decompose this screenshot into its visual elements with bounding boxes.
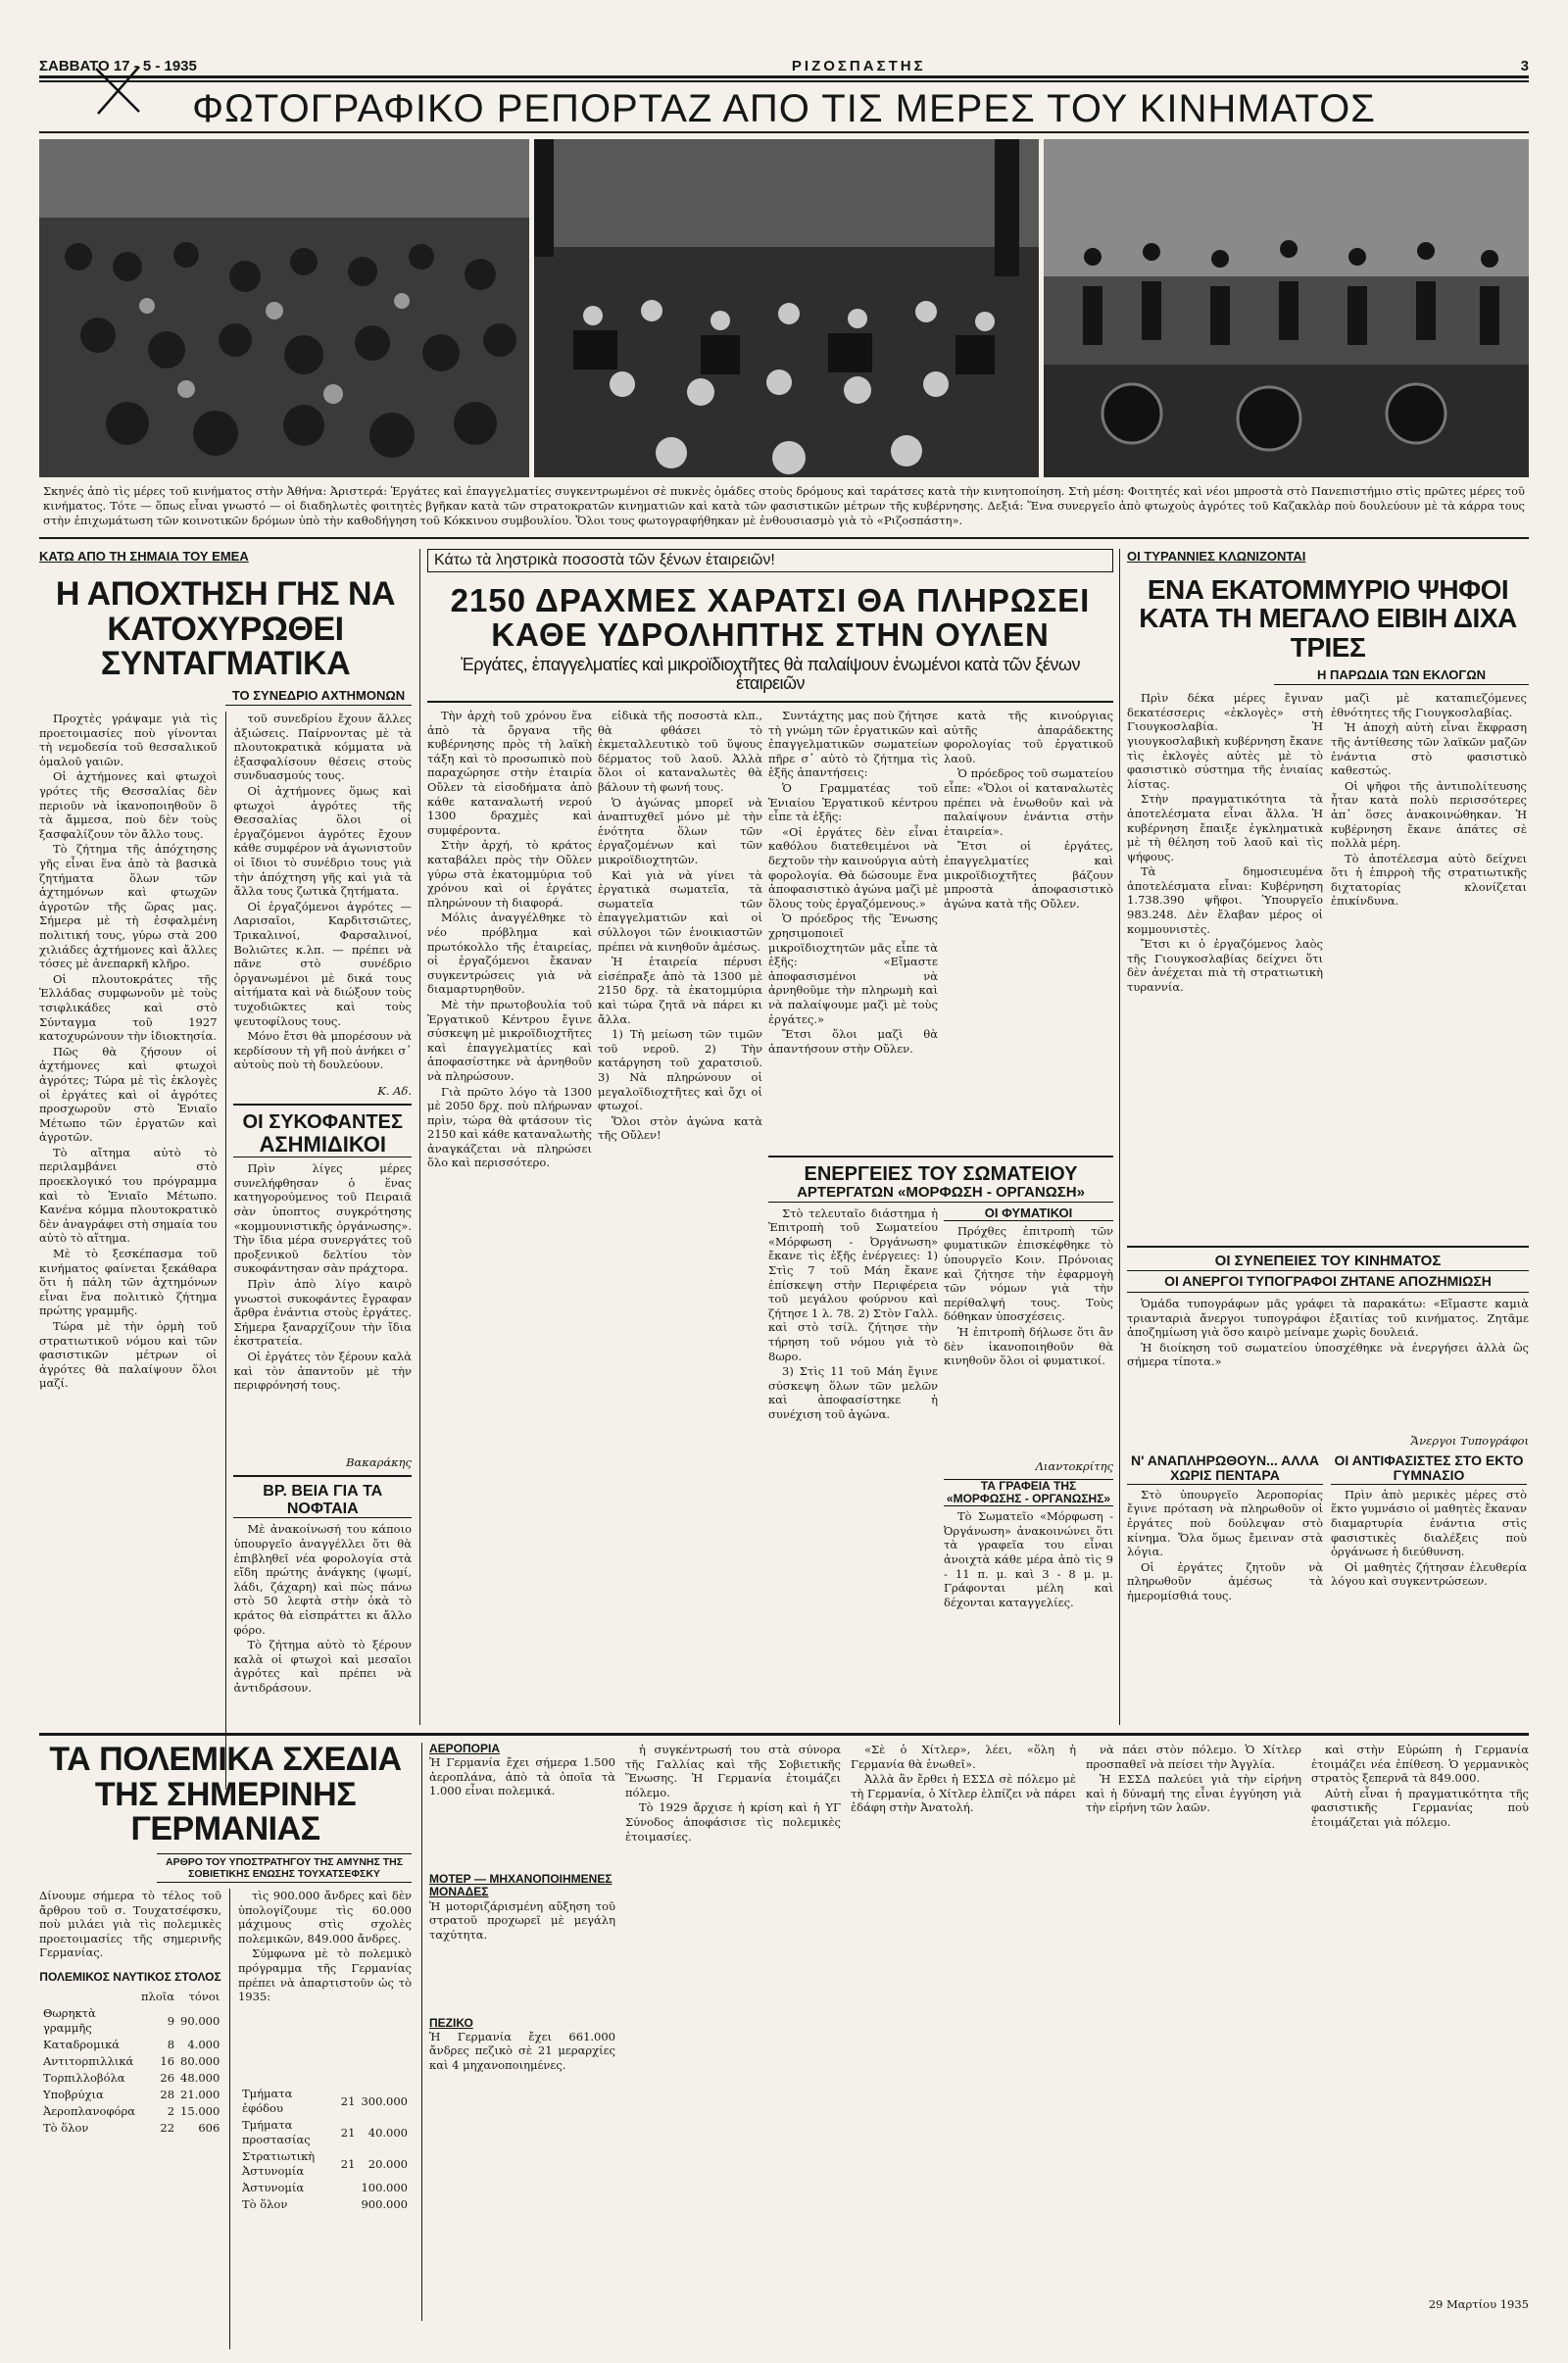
peziko-body: Ἡ Γερμανία ἔχει 661.000 ἄνδρες πεζικὸ σὲ 21 μεραρχίες καὶ 4 μηχανοποιημένες.	[429, 2029, 615, 2072]
center-article-kicker: Κάτω τὰ ληστρικὰ ποσοστὰ τῶν ξένων ἑταιρειῶν!	[427, 549, 1113, 572]
aeroporia-body: Ἡ Γερμανία ἔχει σήμερα 1.500 ἀεροπλάνα, ἀπὸ τὰ ὁποῖα τὰ 1.000 εἶναι πολεμικά.	[429, 1755, 615, 1798]
table-row: Τορπιλλοβόλα 26 48.000	[43, 2071, 220, 2086]
photo-caption: Σκηνές ἀπὸ τὶς μέρες τοῦ κινήματος στὴν Ἀθήνα: Ἀριστερά: Ἐργάτες καὶ ἐπαγγελματίες συγκεντρωμένοι σὲ πυκνὲς ὁμάδες στοὺς δρόμους καὶ ταράτσες κατὰ τὴν κινητοποίηση. Στὴ μέση: Φοιτητές καὶ νέοι μπροστὰ στὸ Πανεπιστήμιο στὶς πρῶτες μέρες τοῦ κινήματος. Τότε — ὅπως εἶναι γνωστό — οἱ διαδηλωτὲς φοιτητὲς βγῆκαν κατὰ τῶν στρατοκρατῶν κινηματιῶν καὶ κατὰ τῶν φασιστικῶν μέτρων τῆς κυβέρνησης. Δεξιά: Ἕνα συνεργεῖο ἀπὸ φτωχοὺς ἀγρότες τοῦ Καζακλὰρ ποὺ δουλεύουν μὲ τὰ κάρρα τους στὴν ἐπιχωμάτωση τῶν κοινοτικῶν δρόμων ὑπὸ τὴν καθοδήγηση τοῦ Κόκκινου συμβουλίου. Ὅλοι τους φωτογραφήθηκαν μὲ ἐνθουσιασμὸ γιὰ τὸ «Ριζοσπάστη».	[39, 482, 1529, 539]
grafeia-title: ΤΑ ΓΡΑΦΕΙΑ ΤΗΣ «ΜΟΡΦΩΣΗΣ - ΟΡΓΑΝΩΣΗΣ»	[944, 1479, 1113, 1506]
sykofantes-body: Πρὶν λίγες μέρες συνελήφθησαν ὁ ἕνας κατηγορούμενος τοῦ Πειραιᾶ σὰν ὑποπτος συγκρότησης «κομμουνιστικῆς ὀργάνωσης». Τὴν ἴδια μέρα συνεργάτες τοῦ προξενικοῦ δελτίου τὸν συκοφάντησαν σὰν πράχτορα. Πρὶν ἀπὸ λίγο καιρὸ γνωστοὶ συκοφάντες ἔγραφαν ἄρθρα ἐνάντια στοὺς ἐργάτες. Σήμερα ξαναρχίζουν τὴν ἴδια ἐκστρατεία. Οἱ ἐργάτες τὸν ξέρουν καλὰ καὶ τὸν ἀπαντοῦν μὲ τὴν περιφρόνησή τους.	[233, 1161, 412, 1393]
column-rule	[225, 712, 226, 1790]
table-row: Ἀστυνομία 100.000	[241, 2181, 408, 2195]
table-row: Θωρηκτὰ γραμμῆς 9 90.000	[43, 2006, 220, 2036]
fymatikoi-signature: Λιαντοκρίτης	[1035, 1458, 1113, 1473]
table-row: Αντιτορπιλλικά 16 80.000	[43, 2054, 220, 2069]
article-dateline: 29 Μαρτίου 1935	[1428, 2297, 1529, 2311]
issue-date: ΣΑΒΒΑΤΟ 17 - 5 - 1935	[39, 58, 197, 74]
center-col3: Συντάχτης μας ποὺ ζήτησε τὴ γνώμη τῶν ἐργατικῶν καὶ ἐπαγγελματικῶν σωματείων πῆρε σ᾿ αὐτὸ τὸ ζήτημα τὶς ἑξῆς ἀπαντήσεις: Ὁ Γραμματέας τοῦ Ἑνιαίου Ἐργατικοῦ κέντρου εἶπε τὰ ἑξῆς: «Οἱ ἐργάτες δὲν εἶναι καθόλου διατεθειμένοι νὰ δεχτοῦν τὴν καινούργια αὐτὴ φορολογία. Θὰ δώσουμε ἕνα ἀποφασιστικὸ ἀγώνα μαζὶ μὲ ὅλους τοὺς ἐργαζόμενους.» Ὁ πρόεδρος τῆς Ἕνωσης χρησιμοποιεῖ μικροϊδιοχτητῶν μᾶς εἶπε τὰ ἑξῆς: «Εἴμαστε ἀποφασισμένοι νὰ ἀρνηθοῦμε τὴν πληρωμὴ καὶ νὰ παλαίψουμε μαζὶ μὲ τοὺς ἐργάτες.» Ἔτσι ὅλοι μαζὶ θὰ ἀπαντήσουν στὴν Οὔλεν.	[768, 709, 938, 1056]
table-row: Ἀεροπλανοφόρα 2 15.000	[43, 2104, 220, 2119]
sykofantes-subtitle: ΑΣΗΜΙΔΙΚΟΙ	[233, 1133, 412, 1157]
bottom-article-headline: ΤΑ ΠΟΛΕΜΙΚΑ ΣΧΕΔΙΑ ΤΗΣ ΣΗΜΕΡΙΝΗΣ ΓΕΡΜΑΝΙΑΣ	[49, 1741, 402, 1848]
bottom-col7: καὶ στὴν Εὐρώπη ἡ Γερμανία ἐτοιμάζει νέα ἐπίθεση. Ὁ γερμανικὸς στρατὸς ξεπερνᾶ τὰ 849.000. Αὐτὴ εἶναι ἡ πραγματικότητα τῆς φασιστικῆς Γερμανίας ποὺ ἐτοιμάζεται γιὰ πόλεμο.	[1311, 1743, 1529, 1829]
bottom-intro: Δίνουμε σήμερα τὸ τέλος τοῦ ἄρθρου τοῦ σ. Τουχατσέφσκυ, ποὺ μιλάει γιὰ τὶς πολεμικὲς προετοιμασίες τῆς σημερινῆς Γερμανίας.	[39, 1889, 221, 1960]
page-number: 3	[1520, 58, 1529, 74]
bottom-col4: ἡ συγκέντρωσή του στὰ σύνορα τῆς Γαλλίας καὶ τῆς Σοβιετικῆς Ἕνωσης. Ἡ Γερμανία ἐτοιμάζει πόλεμο. Τὸ 1929 ἄρχισε ἡ κρίση καὶ ἡ ΥΓ Σύνοδος ἀποφάσισε τὶς πολεμικὲς ἑτοιμασίες.	[625, 1743, 841, 1844]
moter-title: ΜΟΤΕΡ — ΜΗΧΑΝΟΠΟΙΗΜΕΝΕΣ ΜΟΝΑΔΕΣ	[429, 1872, 612, 1899]
masthead-rule	[39, 80, 1529, 82]
moter-body: Ἡ μοτοριζάρισμένη αὔξηση τοῦ στρατοῦ προχωρεῖ μὲ μεγάλη ταχύτητα.	[429, 1898, 615, 1942]
center-col1: Τὴν ἀρχὴ τοῦ χρόνου ἕνα ἀπὸ τὰ ὄργανα τῆς κυβέρνησης πρὸς τὴ λαϊκὴ τάξη καὶ τὸ προσωπικὸ ποὺ παραχώρησε στὴν ἑταιρία Οὔλεν τὰ εἰσοδήματα ἀπὸ κάθε καταναλωτή νερού 1300 δραχμὲς καὶ συμφέροντα. Στὴν ἀρχή, τὸ κράτος καταβάλει πρὸς τὴν Οὔλεν γύρω στὰ ἑκατομμύρια τοῦ χρόνου καὶ οἱ ἐργάτες πληρώνουν τὴ διαφορά. Μόλις ἀναγγέλθηκε τὸ νέο πρόβλημα καὶ πρωτόκολλο τῆς ἑταιρείας, οἱ ἐργαζόμενοι ἔκαναν συγκεντρώσεις γιὰ νὰ διαμαρτυρηθοῦν. Μὲ τὴν πρωτοβουλία τοῦ Ἑργατικοῦ Κέντρου ἔγινε σύσκεψη μὲ μικροϊδιοχτῆτες καὶ ἐπαγγελματίες καὶ ἀποφασίστηκε νὰ ἀρνηθοῦν νὰ πληρώσουν. Γιὰ πρῶτο λόγο τὰ 1300 μὲ 2050 δρχ. ποὺ πλήρωναν πρὶν, τώρα θὰ φτάσουν τὶς 2150 καὶ κάθε καταναλωτὴς ἀναγκάζεται νὰ πληρώσει ὅλο καὶ περισσότερο.	[427, 709, 592, 1170]
photo-left-crowd	[39, 139, 529, 477]
table-row: Υποβρύχια 28 21.000	[43, 2088, 220, 2102]
table-header-row: πλοῖα τόνοι	[140, 1990, 220, 2004]
left-article	[39, 549, 412, 1725]
bottom-col6: νὰ πάει στὸν πόλεμο. Ὁ Χίτλερ προσπαθεῖ νὰ πείσει τὴν Ἀγγλία. Ἡ ΕΣΣΔ παλεύει γιὰ τὴν εἰρήνη καὶ ἡ δύναμή της εἶναι ἐγγύηση γιὰ τὴν εἰρήνη τῶν λαῶν.	[1086, 1743, 1301, 1815]
typografoi-signature: Ἄνεργοι Τυπογράφοι	[1410, 1434, 1529, 1449]
right-col1: Πρὶν δέκα μέρες ἔγιναν δεκατέσσερις «ἐκλογὲς» στὴ Γιουγκοσλαβία. Ἡ γιουγκοσλαβικὴ κυβέρνηση ἔκανε τὶς ἐκλογὲς αὐτὲς μὲ τὸ φασιστικὸ σύστημα τῆς ἐνιαίας λίστας. Στὴν πραγματικότητα τὰ ἀποτελέσματα εἶναι ἄλλα. Ἡ κυβέρνηση ἔπαιξε ἐγκληματικὰ μὲ τὴ θέληση τοῦ λαοῦ καὶ τὶς ψήφους. Τὰ δημοσιευμένα ἀποτελέσματα εἶναι: Κυβέρνηση 1.738.390 ψῆφοι. Ὑπουργεῖο 983.248. Δὲν ἔλαβαν μέρος οἱ κομμουνιστὲς. Ἔτσι κι ὁ ἐργαζόμενος λαὸς τῆς Γιουγκοσλαβίας δείχνει ὅτι δὲν ἀνέχεται πιὰ τὴ στρατιωτικὴ τυραννία.	[1127, 691, 1323, 995]
bottom-col2: τὶς 900.000 ἄνδρες καὶ δὲν ὑπολογίζουμε τὶς 60.000 μάχιμους στὶς σχολὲς πολεμικῶν, 849.000 ἄνδρες. Σύμφωνα μὲ τὸ πολεμικὸ πρόγραμμα τῆς Γερμανίας πρέπει νὰ ἀπαρτιστοῦν ὡς τὸ 1935:	[237, 1889, 412, 2004]
center-article-headline: 2150 ΔΡΑΧΜΕΣ ΧΑΡΑΤΣΙ ΘΑ ΠΛΗΡΩΣΕΙ ΚΑΘΕ ΥΔΡΟΛΗΠΤΗΣ ΣΤΗΝ ΟΥΛΕΝ	[450, 582, 1091, 653]
right-col2: μαζὶ μὲ καταπιεζόμενες ἐθνότητες τῆς Γιουγκοσλαβίας. Ἡ ἀποχὴ αὐτὴ εἶναι ἔκφραση τῆς ἀντίθεσης τῶν λαϊκῶν μαζῶν ἐνάντια στὸ φασιστικὸ καθεστώς. Οἱ ψῆφοι τῆς ἀντιπολίτευσης ἦταν κατὰ πολὺ περισσότερες ἀπ᾿ ὅσες ἀνακοινώθηκαν. Ἡ κυβέρνηση ἔκανε ἀπάτες σὲ πολλὰ μέρη. Τὸ ἀποτέλεσμα αὐτὸ δείχνει ὅτι ἡ ἐπιρροὴ τῆς στρατιωτικῆς διχτατορίας κλονίζεται ἐπικίνδυνα.	[1331, 691, 1527, 909]
synepeies-title: ΟΙ ΣΥΝΕΠΕΙΕΣ ΤΟΥ ΚΙΝΗΜΑΤΟΣ	[1127, 1254, 1529, 1271]
anaplirothoun-body: Στὸ ὑπουργεῖο Ἀεροπορίας ἔγινε πρόταση νὰ πληρωθοῦν οἱ ἐργάτες ποὺ δούλεψαν στὸ κίνημα. Ὅλα ὅμως ἔμειναν στὰ λόγια. Οἱ ἐργάτες ζητοῦν νὰ πληρωθοῦν ἀμέσως τὰ ἡμερομίσθιά τους.	[1127, 1487, 1323, 1602]
table-row: Τμήματα προστασίας 21 40.000	[241, 2118, 408, 2147]
table-row: Στρατιωτικὴ Ἀστυνομία 21 20.000	[241, 2149, 408, 2179]
energeies-title: ΕΝΕΡΓΕΙΕΣ ΤΟΥ ΣΩΜΑΤΕΙΟΥ	[804, 1163, 1078, 1186]
energeies-subtitle: ΑΡΤΕΡΓΑΤΩΝ «ΜΟΡΦΩΣΗ - ΟΡΓΑΝΩΣΗ»	[768, 1185, 1113, 1203]
table-total-row: Τὸ ὅλον 900.000	[241, 2197, 408, 2212]
center-article-deck: Ἐργάτες, ἐπαγγελματίες καὶ μικροϊδιοχτῆτες θὰ παλαίψουν ἑνωμένοι κατὰ τῶν ξένων ἑταιρειῶν	[461, 655, 1080, 694]
anaplirothoun-title: Ν' ΑΝΑΠΛΗΡΩΘΟΥΝ... ΑΛΛΑ ΧΩΡΙΣ ΠΕΝΤΑΡΑ	[1127, 1453, 1323, 1485]
bottom-col5: «Σὲ ὁ Χίτλερ», λέει, «ὅλη ἡ Γερμανία θὰ ἑνωθεῖ». Ἀλλὰ ἂν ἔρθει ἡ ΕΣΣΔ σὲ πόλεμο μὲ τὴ Γερμανία, ὁ Χίτλερ ἐλπίζει νὰ πάρει ἐδάφη στὴν Ἀνατολή.	[851, 1743, 1076, 1815]
newspaper-name: ΡΙΖΟΣΠΑΣΤΗΣ	[791, 58, 926, 74]
sykofantes-title: ΟΙ ΣΥΚΟΦΑΝΤΕΣ	[242, 1111, 403, 1134]
left-article-subhead: ΤΟ ΣΥΝΕΔΡΙΟ ΑΧΤΗΜΟΝΩΝ	[225, 686, 412, 706]
left-article-col1: Προχτὲς γράψαμε γιὰ τὶς προετοιμασίες ποὺ γίνονται τὴ νεμοδεσία τοῦ θεσσαλικοῦ ὁμαλοῦ γαιῶν. Οἱ ἀχτήμονες καὶ φτωχοὶ γρότες τῆς Θεσσαλίας δὲν περιοῦν νὰ ἱκανοποιηθοῦν ὃ τὰ ἄμμεσα, ποὺ δὲν τοὺς ξασφαλίζουν τὸν ἄλλο τους. Τὸ ζήτημα τῆς ἀπόχτησης γῆς εἶναι ἕνα ἀπὸ τὰ βασικὰ ζητήματα ὅλων τῶν ἀχτημόνων καὶ φτωχῶν ἀγροτῶν τῆς ὥρας μας. Σήμερα μὲ τὴ ἐσφαλμένη πολιτική τους, γύρω στὰ 200 χιλιάδες ἀχτήμονες καὶ ἄλλες τόσες μὲ ἀνεπαρκῆ κλῆρο. Οἱ πλουτοκράτες τῆς Ἑλλάδας συμφωνοῦν μὲ τοὺς τσιφλικάδες καὶ στὸ Σύνταγμα τοῦ 1927 κατοχυρώνουν τὴν ἰδιοκτησία. Πῶς θὰ ζήσουν οἱ ἀχτήμονες καὶ φτωχοὶ ἀγρότες; Τώρα μὲ τὶς ἐκλογὲς οἱ ἐργάτες καὶ οἱ ἀγρότες προσχωροῦν στὸ Ἑνιαῖο Μέτωπο τῶν ἐργατῶν καὶ ἀγροτῶν. Τὸ αἴτημα αὐτὸ τὸ περιλαμβάνει στὸ προεκλογικό του πρόγραμμα καὶ τὸ Ἑνιαῖο Μέτωπο. Κανένα κόμμα πλουτοκρατικὸ δὲν ἀναγράφει στὴ σημαία του αὐτὸ τὸ αἴτημα. Μὲ τὸ ξεσκέπασμα τοῦ κινήματος φαίνεται ξεκάθαρα ὅτι ἡ πάλη τῶν ἀχτημόνων εἶναι ἕνα πολιτικὸ ζήτημα πρώτης γραμμῆς. Τώρα μὲ τὴν ὁρμὴ τοῦ στρατιωτικοῦ νόμου καὶ τῶν φασιστικῶν μέτρων οἱ ἀγρότες θὰ παλαίψουν ὅλοι μαζί.	[39, 712, 218, 1391]
typografoi-title: ΟΙ ΑΝΕΡΓΟΙ ΤΥΠΟΓΡΑΦΟΙ ΖΗΤΑΝΕ ΑΠΟΖΗΜΙΩΣΗ	[1127, 1271, 1529, 1293]
table-total-row: Τὸ ὅλον 22 606	[43, 2121, 220, 2136]
naval-table-title: ΠΟΛΕΜΙΚΟΣ ΝΑΥΤΙΚΟΣ ΣΤΟΛΟΣ	[39, 1970, 221, 1985]
center-col2: εἰδικὰ τῆς ποσοστὰ κλπ., θὰ φθάσει τὸ ἐκμεταλλευτικὸ τοῦ ὕψους δέρματος τοῦ λαοῦ. Ἀλλὰ ὅλοι οἱ καταναλωτὲς θὰ βάλουν τὴ φωνή τους. Ὁ ἀγώνας μπορεῖ νὰ ἀναπτυχθεῖ μόνο μὲ τὴν ἑνότητα ὅλων τῶν ἐργαζομένων καὶ τῶν μικροϊδιοχτητῶν. Καὶ γιὰ νὰ γίνει τὰ ἐργατικὰ σωματεῖα, τὰ σωματεῖα τῶν ἐπαγγελματιῶν καὶ οἱ σύλλογοι τῶν ἐνοικιαστῶν πρέπει νὰ κινηθοῦν ἀμέσως. Ἡ ἑταιρεία πέρυσι εἰσέπραξε ἀπὸ τὰ 1300 μὲ 2150 δρχ. τὰ ἑκατομμύρια καὶ τώρα ζητᾶ νὰ πάρει κι ἄλλα. 1) Τὴ μείωση τῶν τιμῶν τοῦ νεροῦ. 2) Τὴν κατάργηση τοῦ χαρατσιοῦ. 3) Νὰ πληρώνουν οἱ μεγαλοϊδιοχτῆτες καὶ ὄχι οἱ φτωχοί. Ὅλοι στὸν ἀγώνα κατὰ τῆς Οὔλεν!	[598, 709, 762, 1143]
center-col4: κατὰ τῆς κινούργιας αὐτῆς ἀπαράδεκτης φορολογίας τοῦ ἐργατικοῦ λαοῦ. Ὁ πρόεδρος τοῦ σωματείου εἶπε: «Ὅλοι οἱ καταναλωτὲς πρέπει νὰ ἑνωθοῦν καὶ νὰ παλαίψουν ἐνάντια στὴν ἑταιρεία». Ἔτσι οἱ ἐργάτες, ἐπαγγελματίες καὶ μικροϊδιοχτῆτες βάζουν μπροστὰ ἀποφασιστικὸ ἀγώνα κατὰ τῆς Οὔλεν.	[944, 709, 1113, 911]
table-row: Τμήματα ἐφόδου 21 300.000	[241, 2087, 408, 2116]
left-article-kicker: ΚΑΤΩ ΑΠΟ ΤΗ ΣΗΜΑΙΑ ΤΟΥ ΕΜΕΑ	[39, 549, 249, 564]
peziko-title: ΠΕΖΙΚΟ	[429, 2015, 473, 2030]
section-rule	[39, 1733, 1529, 1736]
left-article-signature: Κ. Αδ.	[377, 1084, 412, 1099]
bottom-article	[39, 1743, 1529, 2331]
center-article	[427, 549, 1113, 1725]
bottom-article-subhead: ΑΡΘΡΟ ΤΟΥ ΥΠΟΣΤΡΑΤΗΓΟΥ ΤΗΣ ΑΜΥΝΗΣ ΤΗΣ ΣΟΒΙΕΤΙΚΗΣ ΕΝΩΣΗΣ ΤΟΥΧΑΤΣΕΦΣΚΥ	[157, 1853, 412, 1883]
left-article-headline: Η ΑΠΟΧΤΗΣΗ ΓΗΣ ΝΑ ΚΑΤΟΧΥΡΩΘΕΙ ΣΥΝΤΑΓΜΑΤΙΚΑ	[55, 575, 396, 683]
masthead	[39, 57, 1529, 78]
table-row: Καταδρομικά 8 4.000	[43, 2038, 220, 2052]
fymatikoi-body: Πρόχθες ἐπιτροπὴ τῶν φυματικῶν ἐπισκέφθηκε τὸ ὑπουργεῖο Κοιν. Πρόνοιας καὶ ζήτησε τὴν ἐφαρμογὴ τῶν νόμων γιὰ τὴν περίθαλψή τους. Τοὺς δόθηκαν ὑποσχέσεις. Ἡ ἐπιτροπὴ δήλωσε ὅτι ἂν δὲν ἱκανοποιηθοῦν θὰ κινηθοῦν ὅλοι οἱ φυματικοί.	[944, 1223, 1113, 1368]
aeroporia-title: ΑΕΡΟΠΟΡΙΑ	[429, 1742, 501, 1755]
photo-right-farmers	[1044, 139, 1529, 477]
energeies-body: Στὸ τελευταῖο διάστημα ἡ Ἐπιτροπὴ τοῦ Σωματείου «Μόρφωση - Ὀργάνωση» ἔκανε τὶς ἑξῆς ἐνέργειες: 1) Στὶς 7 τοῦ Μάη ἔκανε ἐπίσκεψη στὴν Περιφέρεια τοῦ μεγάλου φούρνου καὶ ζήτησε 1 λ. 78. 2) Στὸν Γαλλ. καὶ στὸ τσίλ. ζήτησε τὴν τήρηση τοῦ νόμου γιὰ τὸ 8ωρο. 3) Στὶς 11 τοῦ Μάη ἔγινε σύσκεψη ὅλων τῶν μελῶν καὶ ἀποφασίστηκε ἡ συνέχιση τοῦ ἀγώνα.	[768, 1206, 938, 1421]
antifasistes-body: Πρὶν ἀπὸ μερικὲς μέρες στὸ ἕκτο γυμνάσιο οἱ μαθητὲς ἔκαναν διαμαρτυρία ἐνάντια στὶς φασιστικὲς διαλέξεις ποὺ ὀργάνωσε ἡ διεύθυνση. Οἱ μαθητὲς ζήτησαν ἐλευθερία λόγου καὶ συγκεντρώσεων.	[1331, 1487, 1527, 1589]
page-banner-title: ΦΩΤΟΓΡΑΦΙΚΟ ΡΕΠΟΡΤΑΖ ΑΠΟ ΤΙΣ ΜΕΡΕΣ ΤΟΥ ΚΙΝΗΜΑΤΟΣ	[39, 84, 1529, 133]
right-article-headline: ΕΝΑ ΕΚΑΤΟΜΜΥΡΙΟ ΨΗΦΟΙ ΚΑΤΑ ΤΗ ΜΕΓΑΛΟ ΕΙΒΙΗ ΔΙΧΑ ΤΡΙΕΣ	[1139, 574, 1517, 663]
antifasistes-title: ΟΙ ΑΝΤΙΦΑΣΙΣΤΕΣ ΣΤΟ ΕΚΤΟ ΓΥΜΝΑΣΙΟ	[1331, 1453, 1527, 1485]
right-article-subhead: Η ΠΑΡΩΔΙΑ ΤΩΝ ΕΚΛΟΓΩΝ	[1274, 665, 1529, 685]
right-article	[1127, 549, 1529, 1725]
naval-fleet-table	[39, 1988, 223, 2138]
right-article-kicker: ΟΙ ΤΥΡΑΝΝΙΕΣ ΚΛΩΝΙΖΟΝΤΑΙ	[1127, 549, 1306, 564]
box-vreveia-title: ΒΡ. ΒΕΙΑ ΓΙΑ ΤΑ ΝΟΦΤΑΙΑ	[233, 1483, 412, 1518]
photo-center-students	[534, 139, 1039, 477]
grafeia-body: Τὸ Σωματεῖο «Μόρφωση - Ὀργάνωση» ἀνακοινώνει ὅτι τὰ γραφεῖα του εἶναι ἀνοιχτὰ κάθε μέρα ἀπὸ τὶς 9 - 11 π. μ. καὶ 3 - 8 μ. μ. Γράφονται μέλη καὶ δέχονται καταγγελίες.	[944, 1509, 1113, 1609]
fymatikoi-title: ΟΙ ΦΥΜΑΤΙΚΟΙ	[944, 1206, 1113, 1221]
left-article-col2: τοῦ συνεδρίου ἔχουν ἄλλες ἀξιώσεις. Παίρνοντας μὲ τὰ πλουτοκρατικὰ κόμματα νὰ ἐξασφαλίσουν θέσεις στοὺς συνδυασμούς τους. Οἱ ἀχτήμονες ὅμως καὶ φτωχοὶ ἀγρότες τῆς Θεσσαλίας ὅλοι οἱ ἐργαζόμενοι ἀγρότες ἔχουν κάθε συμφέρον νὰ ἀγωνιστοῦν οἱ ἴδιοι τὸ συνέδριο τους γιὰ τὴν ἀπόχτηση γῆς καὶ γιὰ τὰ ἄλλα τους ζωτικὰ ζητήματα. Οἱ ἐργαζόμενοι ἀγρότες — Λαρισαῖοι, Καρδιτσιῶτες, Τρικαλινοί, Φαρσαλινοί, Βολιῶτες κ.λπ. — πρέπει νὰ πᾶνε στὸ συνέδριο ὀργανωμένοι μὲ δικά τους αἰτήματα καὶ νὰ διώξουν τοὺς τυχοδιῶκτες καὶ τοὺς ψευτοφίλους τους. Μόνο ἔτσι θὰ μπορέσουν νὰ κερδίσουν τὴ γῆ ποὺ ἀνήκει σ᾿ αὐτοὺς ποὺ τὴ δουλεύουν. Κ. Αδ. ΟΙ ΣΥΚΟΦΑΝΤΕΣ ΑΣΗΜΙΔΙΚΟΙ Πρὶν λίγες μέρες συνελήφθησαν ὁ ἕνας κατηγορούμενος τοῦ Πειραιᾶ σὰν ὑποπτος συγκρότησης «κομμουνιστικῆς ὀργάνωσης». Τὴν ἴδια μέρα συνεργάτες τοῦ προξενικοῦ δελτίου τὸν συκοφάντησαν σὰν πράχτορα. Πρὶν ἀπὸ λίγο καιρὸ γνωστοὶ συκοφάντες ἔγραφαν ἄρθρα ἐνάντια στοὺς ἐργάτες. Σήμερα ξαναρχίζουν τὴν ἴδια ἐκστρατεία. Οἱ ἐργάτες τὸν ξέρουν καλὰ καὶ τὸν ἀπαντοῦν μὲ τὴν περιφρόνησή τους. Βακαράκης ΒΡ. ΒΕΙΑ ΓΙΑ ΤΑ ΝΟΦΤΑΙΑ Μὲ ἀνακοίνωσή του κάποιο ὑπουργεῖο ἀναγγέλλει ὅτι θὰ ἐπιβληθεῖ νέα φορολογία στὰ εἴδη πρώτης ἀνάγκης (ψωμί, λάδι, ζάχαρη) καὶ πὼς πάνω στὸ 50 λεφτὰ στὴν ὀκὰ τὸ κράτος θὰ εἰσπράττει κι ἄλλο φόρο. Τὸ ζήτημα αὐτὸ τὸ ξέρουν καλὰ οἱ φτωχοὶ καὶ μεσαῖοι ἀγρότες καὶ πρέπει νὰ ἀντιδράσουν.	[233, 712, 412, 1799]
box-vreveia-body: Μὲ ἀνακοίνωσή του κάποιο ὑπουργεῖο ἀναγγέλλει ὅτι θὰ ἐπιβληθεῖ νέα φορολογία στὰ εἴδη πρώτης ἀνάγκης (ψωμί, λάδι, ζάχαρη) καὶ πὼς πάνω στὸ 50 λεφτὰ στὴν ὀκὰ τὸ κράτος θὰ εἰσπράττει κι ἄλλο φόρο. Τὸ ζήτημα αὐτὸ τὸ ξέρουν καλὰ οἱ φτωχοὶ καὶ μεσαῖοι ἀγρότες καὶ πρέπει νὰ ἀντιδράσουν.	[233, 1522, 412, 1695]
page-column-rule	[1119, 549, 1120, 1725]
typografoi-body: Ὁμάδα τυπογράφων μᾶς γράφει τὰ παρακάτω: «Εἴμαστε καμιὰ τριανταριὰ ἄνεργοι τυπογράφοι ἐξαιτίας τοῦ κινήματος. Ζητᾶμε ἀποζημίωση γιὰ ὅσο καιρὸ μείναμε χωρὶς δουλειά. Ἡ διοίκηση τοῦ σωματείου ὑποσχέθηκε νὰ ἐνεργήσει ἀλλὰ ὣς σήμερα τίποτα.»	[1127, 1297, 1529, 1369]
army-table	[238, 2085, 412, 2214]
page-column-rule	[419, 549, 420, 1725]
sykofantes-signature: Βακαράκης	[346, 1455, 412, 1470]
